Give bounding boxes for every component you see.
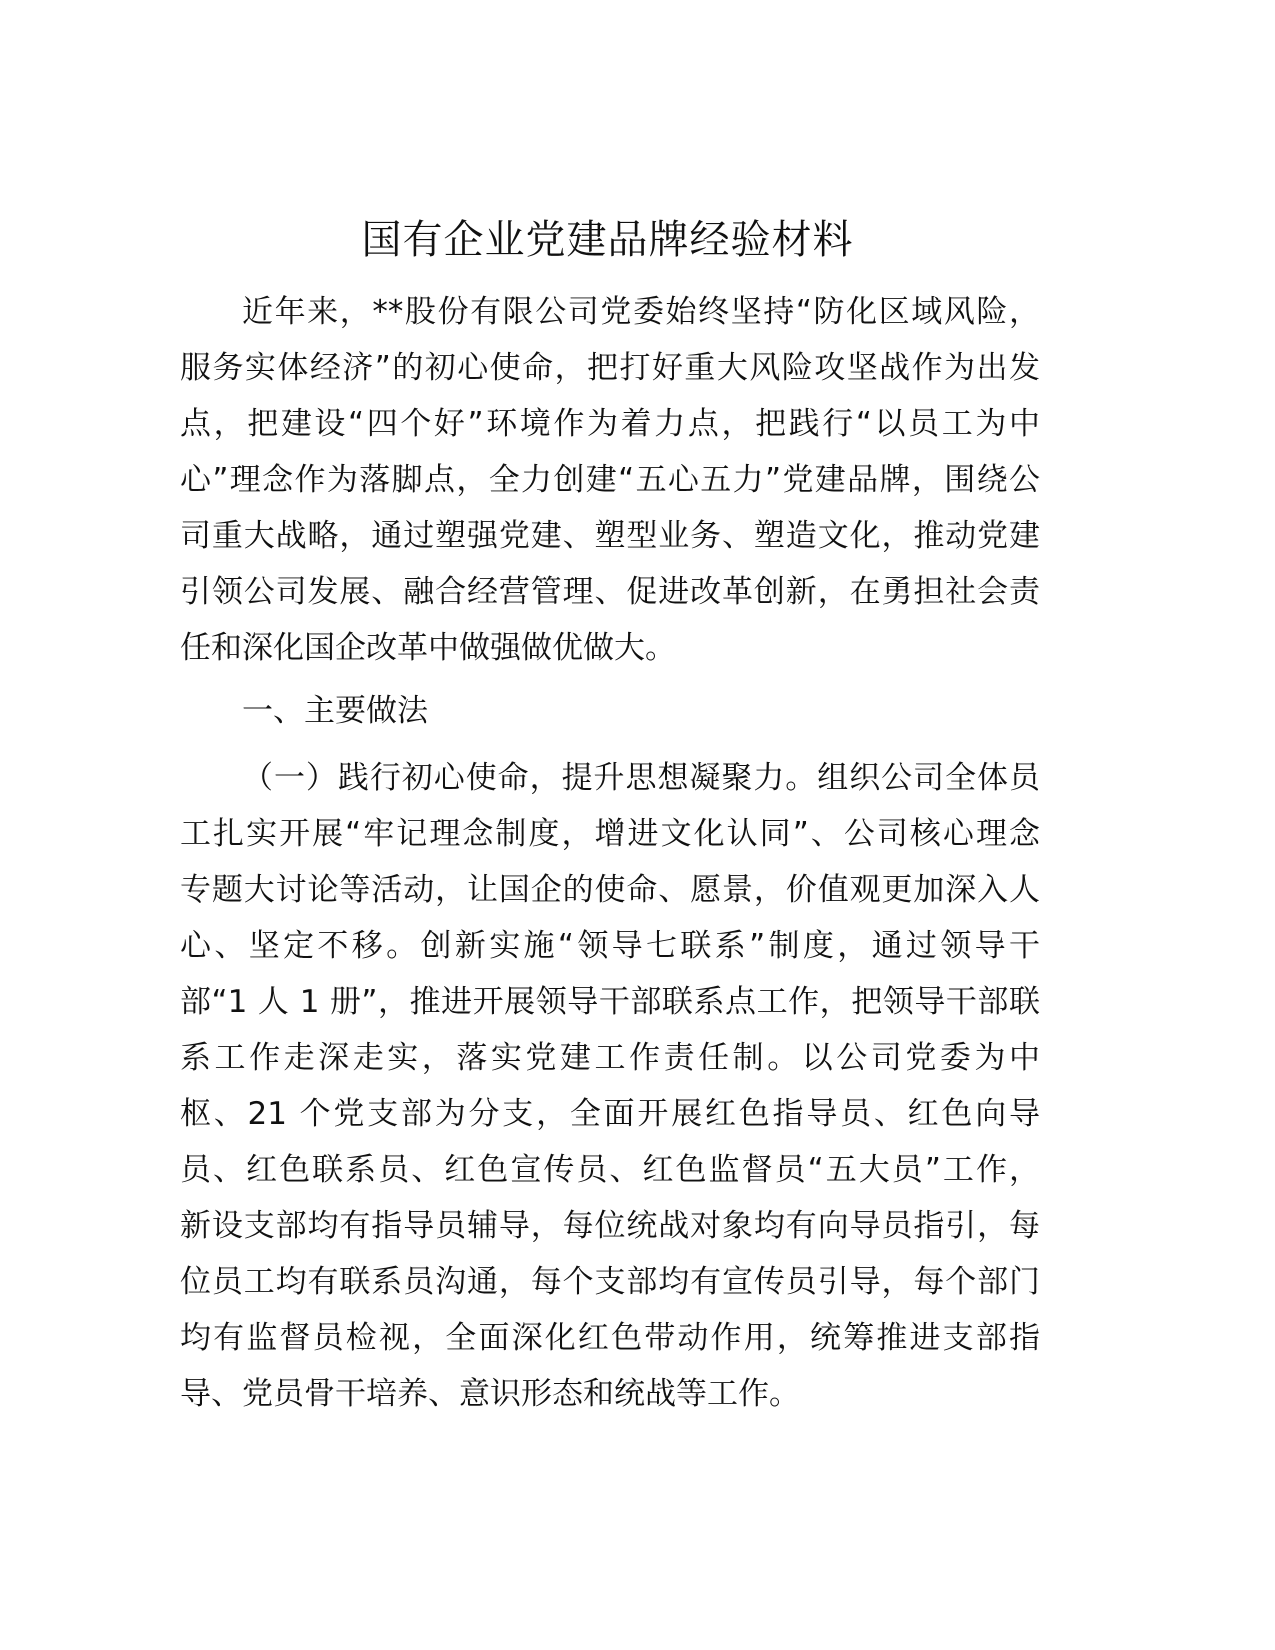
section-heading: 一、主要做法 <box>242 693 428 729</box>
paragraph-line: 近年来，**股份有限公司党委始终坚持“防化区域风险， <box>242 294 1040 330</box>
paragraph-line: 引领公司发展、融合经营管理、促进改革创新，在勇担社会责 <box>180 574 1040 610</box>
paragraph-line: 枢、21 个党支部为分支，全面开展红色指导员、红色向导 <box>180 1096 1040 1132</box>
paragraph-line: 均有监督员检视，全面深化红色带动作用，统筹推进支部指 <box>180 1320 1040 1356</box>
paragraph-line: 部“1 人 1 册”，推进开展领导干部联系点工作，把领导干部联 <box>180 984 1040 1020</box>
paragraph-line: 位员工均有联系员沟通，每个支部均有宣传员引导，每个部门 <box>180 1264 1040 1300</box>
subsection-paragraph <box>180 750 1040 1422</box>
paragraph-line: （一）践行初心使命，提升思想凝聚力。组织公司全体员 <box>242 760 1040 796</box>
intro-paragraph <box>180 284 1040 676</box>
paragraph-line: 导、党员骨干培养、意识形态和统战等工作。 <box>180 1376 800 1412</box>
paragraph-line: 司重大战略，通过塑强党建、塑型业务、塑造文化，推动党建 <box>180 518 1040 554</box>
paragraph-line: 系工作走深走实，落实党建工作责任制。以公司党委为中 <box>180 1040 1040 1076</box>
section-heading-block <box>180 683 1040 739</box>
paragraph-line: 专题大讨论等活动，让国企的使命、愿景，价值观更加深入人 <box>180 872 1040 908</box>
paragraph-line: 点，把建设“四个好”环境作为着力点，把践行“以员工为中 <box>180 406 1040 442</box>
paragraph-line: 服务实体经济”的初心使命，把打好重大风险攻坚战作为出发 <box>180 350 1040 386</box>
paragraph-line: 新设支部均有指导员辅导，每位统战对象均有向导员指引，每 <box>180 1208 1040 1244</box>
paragraph-line: 工扎实开展“牢记理念制度，增进文化认同”、公司核心理念 <box>180 816 1040 852</box>
paragraph-line: 心”理念作为落脚点，全力创建“五心五力”党建品牌，围绕公 <box>180 462 1040 498</box>
document-title: 国有企业党建品牌经验材料 <box>361 217 854 263</box>
paragraph-line: 任和深化国企改革中做强做优做大。 <box>180 630 676 666</box>
paragraph-line: 员、红色联系员、红色宣传员、红色监督员“五大员”工作， <box>180 1152 1040 1188</box>
paragraph-line: 心、坚定不移。创新实施“领导七联系”制度，通过领导干 <box>180 928 1040 964</box>
